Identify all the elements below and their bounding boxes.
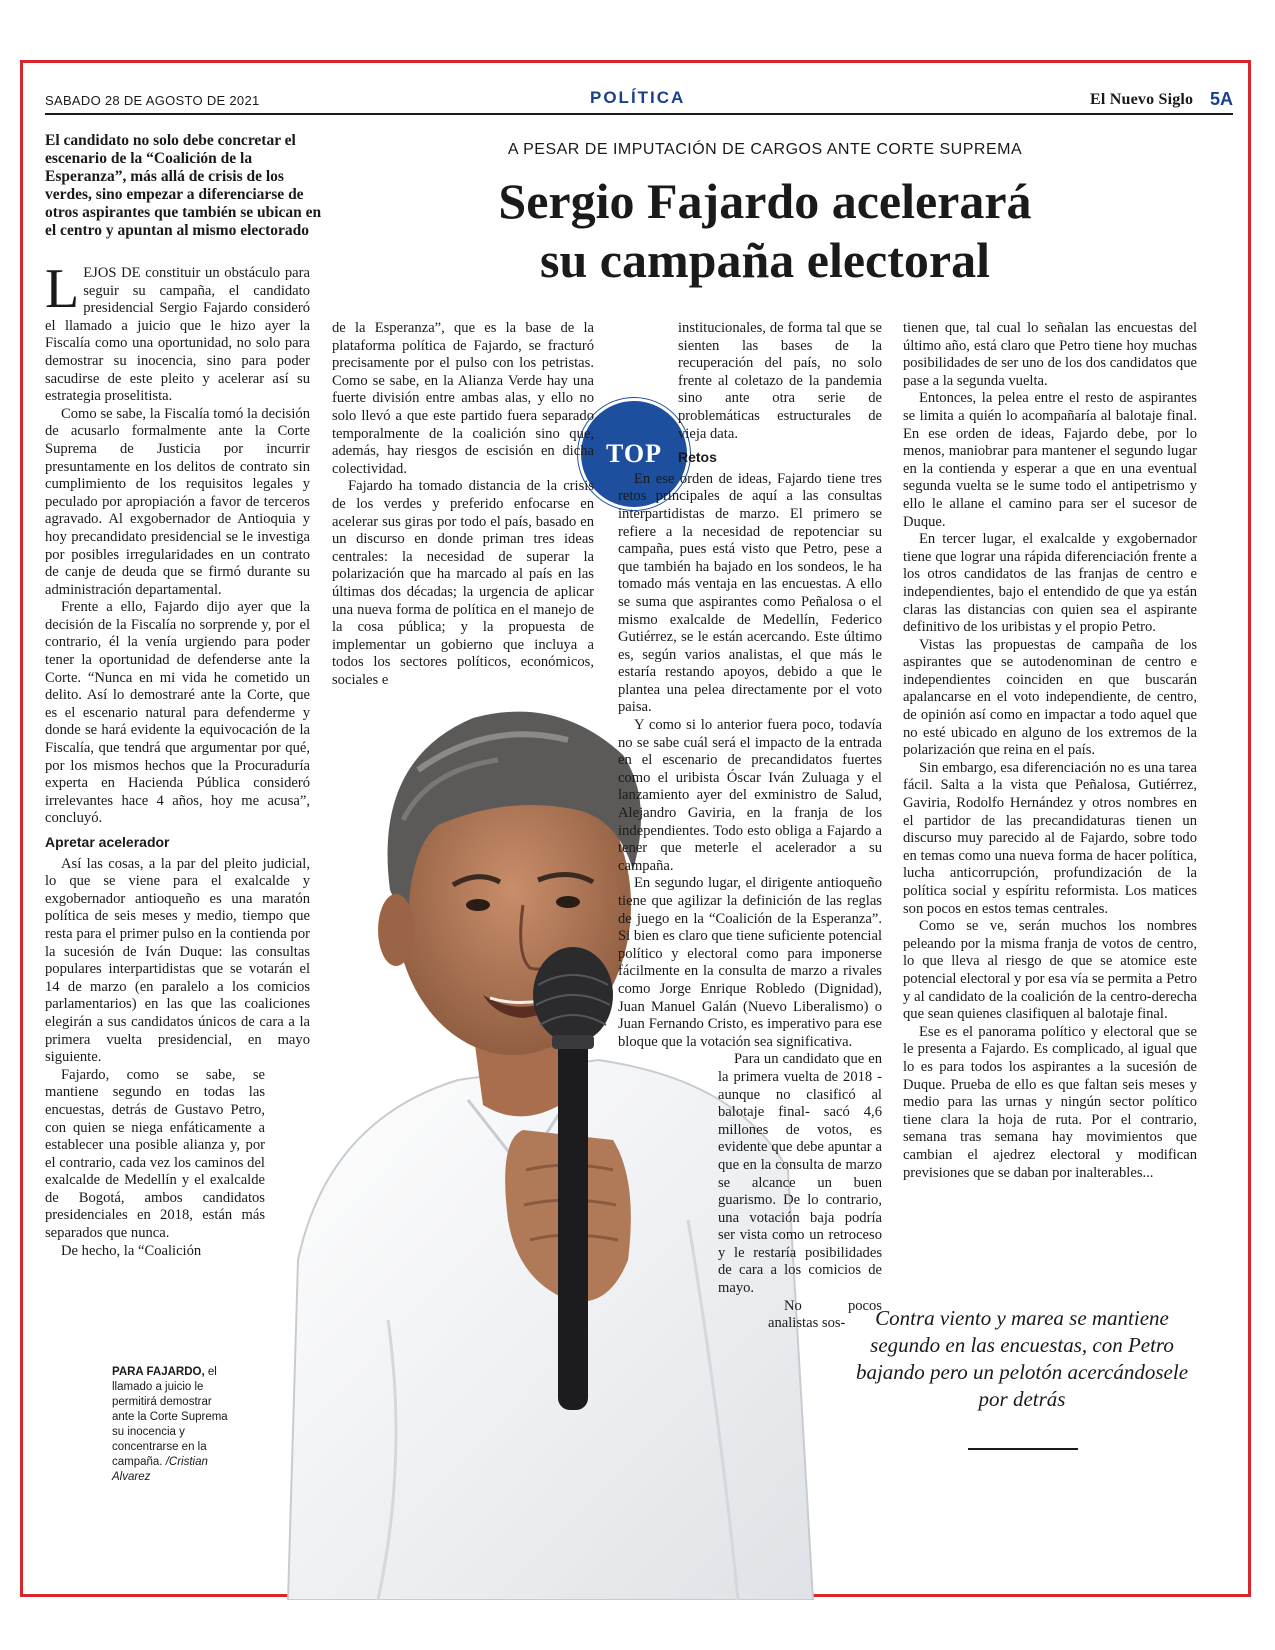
issue-date: SABADO 28 DE AGOSTO DE 2021 [45, 93, 260, 108]
headline-line-2: su campaña electoral [540, 232, 990, 288]
section-label: POLÍTICA [590, 88, 686, 107]
paragraph: No pocos analistas sos- [768, 1297, 882, 1332]
article-headline [350, 172, 1180, 290]
lead-text: EJOS DE constituir un obstáculo para seguir su campaña, el candidato presidencial Sergio Fajardo consideró el llamado a juicio que le hizo ayer la Fiscalía como una oportunidad, no solo para demostrar su inocencia, sino para poder sacudirse de este pleito y acelerar así su estrategia proselitista. [45, 265, 310, 405]
column-3 [618, 320, 882, 1333]
paragraph: En segundo lugar, el dirigente antioqueño tiene que agilizar la definición de las reglas de juego en la “Coalición de la Esperanza”. Si bien es claro que tiene suficiente potencial político y electoral como para imponerse fácilmente en la consulta de marzo a rivales como Jorge Enrique Robledo (Dignidad), Juan Manuel Galán (Nuevo Liberalismo) o Juan Fernando Cristo, es imperativo para ese bloque que la votación sea significativa. [618, 875, 882, 1050]
photo-caption [112, 1365, 237, 1485]
pull-quote-rule [968, 1448, 1078, 1450]
paragraph: tienen que, tal cual lo señalan las encuestas del último año, está claro que Petro tiene hoy muchas posibilidades de ser uno de los dos candidatos que pase a la segunda vuelta. [903, 320, 1197, 389]
paragraph: Ese es el panorama político y electoral que se le presenta a Fajardo. Es complicado, al igual que lo es para todos los aspirantes a la sucesión de Duque. Prueba de ello es que faltan seis meses y medio para las urnas y ningún sector político tiene clara la hoja de ruta. Por el contrario, semana tras semana hay movimientos que cambian el ajedrez electoral y modifican previsiones que se daban por inalterables... [903, 1023, 1197, 1181]
paragraph: Sin embargo, esa diferenciación no es una tarea fácil. Salta a la vista que Peñalosa, Gutiérrez, Gaviria, Rodolfo Hernández y otros nombres en el partidor de las precandidaturas tienen un discurso muy parecido al de Fajardo, sobre todo en temas como una nueva forma de hacer política, lucha anticorrupción, profundización de la política social y espíritu reformista. Los matices son pocos en estos temas centrales. [903, 759, 1197, 917]
paragraph: De hecho, la “Coalición [61, 1242, 202, 1259]
paragraph: Como se sabe, la Fiscalía tomó la decisión de acusarlo formalmente ante la Corte Suprema de Justicia por incurrir presuntamente en los delitos de contrato sin cumplimiento de los requisitos legales y peculado por apropiación a favor de terceros agravado. Al exgobernador de Antioquia y hoy precandidato presidencial se le investiga por posibles irregularidades en un contrato de canje de deuda que se firmó durante su administración departamental. [45, 405, 310, 598]
article-deck: El candidato no solo debe concretar el escenario de la “Coalición de la Esperanza”, más allá de crisis de los verdes, sino empezar a diferenciarse de otros aspirantes que también se ubican en el centro y apuntan al mismo electorado [45, 132, 322, 239]
column-1 [45, 258, 310, 1260]
paragraph: Fajardo, como se sabe, se mantiene segundo en todas las encuestas, detrás de Gustavo Petro, con quien se niega enfáticamente a establecer una posible alianza y, por el contrario, cada vez los caminos del exalcalde de Medellín y el exalcalde de Bogotá, ambos candidatos presidenciales en 2018, están más separados que nunca. [45, 1066, 265, 1242]
paragraph: Y como si lo anterior fuera poco, todavía no se sabe cuál será el impacto de la entrada en el escenario de precandidatos fuertes como el uribista Óscar Iván Zuluaga y el lanzamiento ayer del exministro de Salud, Alejandro Gaviria, en la franja de los independientes. Todo esto obliga a Fajardo a tener que meterle el acelerador a su campaña. [618, 717, 882, 874]
paragraph: Fajardo ha tomado distancia de la crisis de los verdes y preferido enfocarse en acelerar sus giras por todo el país, basado en un discurso en donde priman tres ideas centrales: la necesidad de superar la polarización que ha marcado al país en las últimas dos décadas; la urgencia de aplicar una nueva forma de política en el manejo de la cosa pública; y la propuesta de implementar un gobierno que incluya a todos los sectores políticos, económicos, sociales e [332, 478, 594, 688]
article-kicker: A PESAR DE IMPUTACIÓN DE CARGOS ANTE CORTE SUPREMA [507, 141, 1023, 158]
subhead-apretar: Apretar acelerador [45, 834, 170, 850]
top-badge: TOP [578, 398, 690, 510]
column-2 [332, 320, 594, 689]
paragraph: Entonces, la pelea entre el resto de aspirantes se limita a quién lo acompañaría al balotaje final. En ese orden de ideas, Fajardo debe, por lo menos, maniobrar para mantener el segundo lugar en la contienda y esperar a que en una eventual segunda vuelta se le sume todo el antipetrismo y ello le allane el camino para ser el sucesor de Duque. [903, 390, 1197, 530]
page-number: 5A [1210, 89, 1234, 109]
headline-line-1: Sergio Fajardo acelerará [498, 173, 1032, 229]
paragraph: Frente a ello, Fajardo dijo ayer que la decisión de la Fiscalía no sorprende y, por el contrario, él la venía urgiendo para poder tener la oportunidad de defenderse ante la Corte. “Nunca en mi vida he cometido un delito. Así lo demostraré ante la Corte, que es el escenario natural para defenderme y donde se hará evidente la equivocación de la Fiscalía, que tendrá que argumentar por qué, por los mismos hechos que la Procuraduría experta en Hacienda Pública consideró irrelevantes hace 4 años, hoy me acusa”, concluyó. [45, 599, 310, 827]
masthead: El Nuevo Siglo [1090, 91, 1194, 108]
pull-quote: Contra viento y marea se mantiene segundo en las encuestas, con Petro bajando pero un pelotón acercándosele por detrás [855, 1306, 1189, 1411]
photo-credit: /Cristian Alvarez [112, 1456, 208, 1483]
paragraph: Así las cosas, a la par del pleito judicial, lo que se viene para el exalcalde y exgobernador antioqueño es una maratón política de seis meses y medio, tiempo que resta para el primer pulso en la contienda por la sucesión de Iván Duque: las consultas populares interpartidistas que se votarán el 14 de marzo (en paralelo a los comicios parlamentarios) en las que las coaliciones elegirán a sus candidatos únicos de cara a la primera vuelta presidencial, en mayo siguiente. [45, 855, 310, 1066]
header-rule [45, 113, 1233, 115]
paragraph: En ese orden de ideas, Fajardo tiene tres retos principales de aquí a las consultas interpartidistas de marzo. El primero se refiere a la necesidad de repotenciar su campaña, pues está visto que Petro, pese a que también ha bajado en los sondeos, le ha tomado más ventaja en las encuestas. A ello se suma que aspirantes como Peñalosa o el mismo exalcalde de Medellín, Federico Gutiérrez, se le están acercando. Este último es, según varios analistas, el que más le estaría restando apoyos, debido a que le plantea una pelea directamente por el voto paisa. [618, 470, 882, 716]
column-4 [903, 320, 1197, 1182]
caption-text: el llamado a juicio le permitirá demostrar ante la Corte Suprema su inocencia y concentrarse en la campaña. [112, 1366, 228, 1468]
lead-paragraph [45, 258, 310, 406]
dropcap-letter: L [45, 258, 80, 320]
caption-lead: PARA FAJARDO, [112, 1366, 205, 1378]
paragraph: Como se ve, serán muchos los nombres peleando por la misma franja de votos de centro, lo que lleva al riesgo de que se atomice este potencial electoral y por esa vía se permita a Petro y al candidato de la coalición de la centro-derecha que sean quienes clasifiquen al balotaje final. [903, 918, 1197, 1023]
subhead-retos: Retos [678, 449, 717, 466]
paragraph: Vistas las propuestas de campaña de los aspirantes que se autodenominan de centro e independientes coinciden en que buscarán apalancarse en el voto independiente, de centro, de opinión así como en impactar a todo aquel que no esté ubicado en alguno de los extremos de la polarización que reina en el país. [903, 636, 1197, 759]
paragraph: Para un candidato que en la primera vuelta de 2018 -aunque no clasificó al balotaje final- sacó 4,6 millones de votos, es evidente que debe apuntar a que en la consulta de marzo se alcance un buen guarismo. De lo contrario, una votación baja podría ser vista como un retroceso y le restaría posibilidades de cara a los comicios de mayo. [718, 1051, 882, 1297]
paragraph: En tercer lugar, el exalcalde y exgobernador tiene que lograr una rápida diferenciación frente a los otros candidatos de las franjas de centro e independientes, bajo el entendido de que ya están claras las distancias con quien sea el aspirante definitivo de los uribistas y el propio Petro. [903, 531, 1197, 636]
paragraph: de la Esperanza”, que es la base de la plataforma política de Fajardo, se fracturó precisamente por el pulso con los petristas. Como se sabe, en la Alianza Verde hay una fuerte división entre ambas alas, y ello no solo llevó a que este partido fuera separado temporalmente de la coalición sino que, además, hay riesgos de escisión en dicha colectividad. [332, 320, 594, 477]
paragraph: institucionales, de forma tal que se sienten las bases de la recuperación del país, no solo frente al coletazo de la pandemia sino ante otra serie de problemáticas estructurales de vieja data. [678, 320, 882, 442]
